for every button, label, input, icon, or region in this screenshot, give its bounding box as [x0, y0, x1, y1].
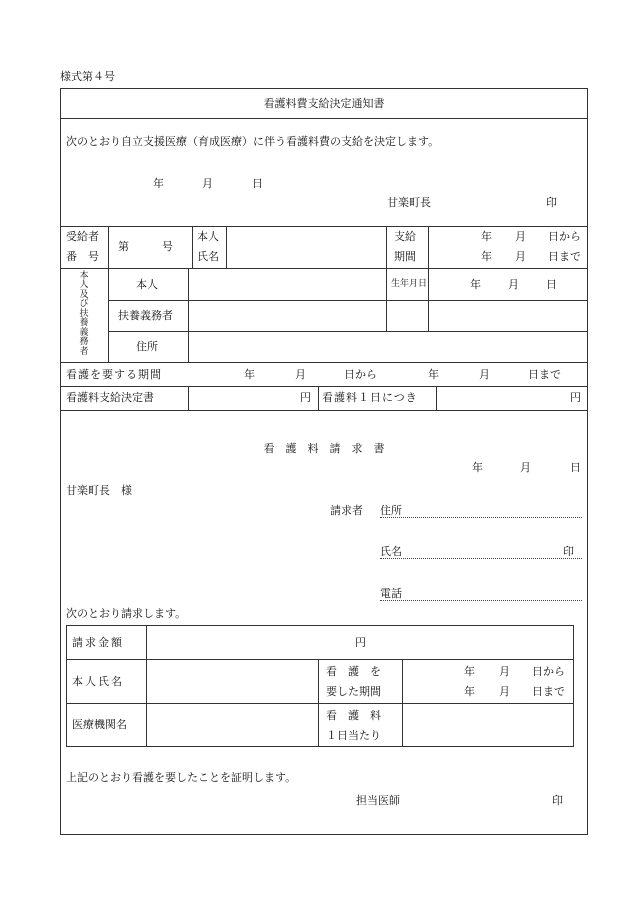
request-table: [66, 625, 574, 747]
request-address-label: 住所: [380, 504, 402, 517]
request-phone-label: 電話: [380, 587, 402, 600]
form-number: 様式第４号: [60, 70, 115, 83]
request-intro: 次のとおり請求します。: [66, 607, 187, 620]
fee-label-1: 看 護 料: [326, 709, 381, 722]
req-to-year: 年: [464, 685, 475, 698]
hospital-label: 医療機関名: [72, 718, 127, 731]
per-day-label: 看護料１日につき: [322, 391, 418, 404]
amount-label: 請求金額: [72, 636, 124, 649]
notice-date-day: 日: [252, 177, 263, 190]
request-date-day: 日: [570, 461, 581, 474]
req-from-year: 年: [464, 665, 475, 678]
certify-text: 上記のとおり看護を要したことを証明します。: [66, 771, 297, 784]
recipient-no-label-1: 受給者: [66, 230, 99, 243]
notice-seal: 印: [546, 196, 557, 209]
row-guardian: 扶養義務者: [118, 309, 173, 322]
row-address: 住所: [136, 340, 158, 353]
period-to-year: 年: [481, 250, 492, 263]
req-to-month: 月: [499, 685, 510, 698]
patient-label: 本人氏名: [72, 675, 124, 688]
decision-label: 看護料支給決定書: [66, 391, 154, 404]
period-to-month: 月: [515, 250, 526, 263]
req-from-day: 日から: [532, 665, 565, 678]
notice-date-year: 年: [153, 177, 164, 190]
vertical-label: 本人及び扶養義務者: [79, 271, 89, 357]
row-person: 本人: [136, 278, 158, 291]
period-label-1: 支給: [394, 230, 416, 243]
care-to-year: 年: [428, 368, 439, 381]
care-from-month: 月: [295, 368, 306, 381]
notice-date-month: 月: [202, 177, 213, 190]
period-to-day: 日まで: [548, 250, 581, 263]
notice-issuer: 甘楽町長: [387, 196, 431, 209]
birth-year: 年: [470, 278, 481, 291]
period-from-year: 年: [481, 230, 492, 243]
request-title: 看 護 料 請 求 書: [263, 442, 385, 455]
period-from-day: 日から: [548, 230, 581, 243]
req-from-month: 月: [499, 665, 510, 678]
decision-yen: 円: [300, 391, 311, 404]
care-needed-2: 要した期間: [326, 685, 381, 698]
period-label-2: 期間: [394, 250, 416, 263]
recipient-no-label-2: 番 号: [66, 250, 99, 263]
number-label: 第 号: [118, 240, 173, 253]
care-period-label: 看護を要する期間: [66, 368, 162, 381]
care-to-day: 日まで: [528, 368, 561, 381]
birth-month: 月: [508, 278, 519, 291]
doctor-seal: 印: [552, 794, 563, 807]
period-from-month: 月: [515, 230, 526, 243]
request-date-month: 月: [520, 461, 531, 474]
fee-label-2: １日当たり: [326, 729, 381, 742]
requester-label: 請求者: [330, 504, 363, 517]
care-needed-1: 看 護 を: [326, 665, 381, 678]
request-addressee: 甘楽町長 様: [66, 484, 132, 497]
person-label-1: 本人: [197, 230, 219, 243]
birth-day: 日: [546, 278, 557, 291]
per-day-yen: 円: [570, 391, 581, 404]
care-to-month: 月: [479, 368, 490, 381]
req-to-day: 日まで: [532, 685, 565, 698]
notice-intro: 次のとおり自立支援医療（育成医療）に伴う看護料費の支給を決定します。: [66, 135, 440, 148]
birthdate-label: 生年月日: [391, 279, 428, 289]
request-date-year: 年: [472, 461, 483, 474]
amount-yen: 円: [355, 636, 366, 649]
doctor-label: 担当医師: [356, 794, 400, 807]
request-seal: 印: [563, 545, 574, 558]
request-name-label: 氏名: [380, 545, 402, 558]
notice-title: 看護料費支給決定通知書: [263, 97, 385, 110]
care-from-year: 年: [244, 368, 255, 381]
person-label-2: 氏名: [197, 250, 219, 263]
care-from-day: 日から: [344, 368, 377, 381]
